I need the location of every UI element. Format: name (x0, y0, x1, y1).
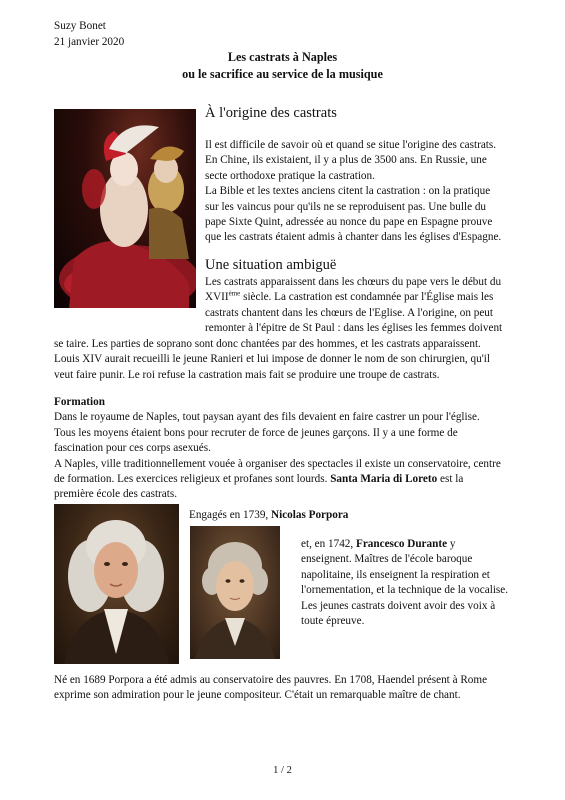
text-line: de formation. Les exercices religieux et profanes sont lourds. Santa Maria di Loreto est la (54, 473, 464, 486)
text-line: exprime son admiration pour le jeune compositeur. C'était un remarquable maître de chant. (54, 689, 461, 702)
text-line: Louis XIV aurait recueilli le jeune Ranieri et lui impose de donner le nom de son chirurgien, qu'il (54, 353, 490, 366)
author-name: Suzy Bonet (54, 20, 106, 32)
document-title (54, 49, 511, 82)
text-line: napolitaine, ils enseignent la respiration et (301, 568, 490, 581)
section-porpora-bio (54, 673, 524, 704)
section-formation (54, 395, 524, 503)
page-number: 1 / 2 (273, 765, 292, 776)
text-line: La Bible et les textes anciens citent la castration : on la pratique (205, 185, 491, 198)
text-line: pape Sixte Quint, adressée au nonce du pape en Espagne prouve (205, 216, 493, 229)
text-line: Dans le royaume de Naples, tout paysan ayant des fils devaient en faire castrer un pour l'église. (54, 411, 480, 424)
text-line: Tous les moyens étaient bons pour recruter de force de jeunes garçons. Il y a une forme de (54, 426, 458, 439)
text-line: veut faire punir. Le roi refuse la castration mais fait se produire une troupe de castrats. (54, 368, 440, 381)
text-line: A Naples, ville traditionnellement vouée à organiser des spectacles il existe un conservatoire, centre (54, 457, 501, 470)
section-origins-text (205, 138, 525, 246)
section-ambiguous-text-full (54, 337, 524, 383)
text-line: toute épreuve. (301, 615, 365, 628)
text-line: et, en 1742, Francesco Durante y (301, 538, 456, 550)
text-line: fascination pour ces corps asexués. (54, 442, 211, 455)
text-line: sur les vaincus pour qu'ils ne se reproduisent pas. Une bulle du (205, 200, 487, 213)
text-line: première école des castrats. (54, 488, 177, 501)
section-teachers-text (301, 537, 526, 629)
engaged-line: Engagés en 1739, Nicolas Porpora (189, 509, 349, 521)
text-line: se taire. Les parties de soprano sont donc chantées par des hommes, et les castrats apparaissent. (54, 338, 481, 350)
text-line: que les castrats étaient admis à chanter dans les églises d'Espagne. (205, 231, 502, 244)
text-line: secte orthodoxe pratique la castration. (205, 169, 375, 182)
text-line: enseignent. Maîtres de l'école baroque (301, 553, 473, 566)
durante-portrait (190, 526, 280, 659)
school-name: Santa Maria di Loreto (330, 473, 438, 486)
section-ambiguous-text-narrow (205, 275, 525, 337)
text-line: En Chine, ils existaient, il y a plus de 3500 ans. En Russie, une (205, 154, 487, 167)
document-date: 21 janvier 2020 (54, 36, 125, 48)
text-line: Les castrats apparaissent dans les chœurs du pape vers le début du (205, 276, 502, 288)
text-line: Les jeunes castrats doivent avoir des voix à (301, 599, 496, 612)
title-line-1: Les castrats à Naples (227, 50, 338, 64)
text-line: XVIIème siècle. La castration est condamnée par l'Église mais les (205, 289, 494, 304)
text-line: Il est difficile de savoir où et quand se situe l'origine des castrats. (205, 139, 497, 151)
title-line-2: ou le sacrifice au service de la musique (182, 66, 383, 81)
text-line: Né en 1689 Porpora a été admis au conservatoire des pauvres. En 1708, Haendel présent à Rome (54, 674, 488, 686)
text-line: castrats chantent dans les chœurs de l'Eglise. A l'origine, on peut (205, 306, 494, 319)
text-line: remonter à l'épitre de St Paul : dans les églises les femmes doivent (205, 322, 503, 335)
porpora-name: Nicolas Porpora (271, 509, 349, 521)
section-heading-formation: Formation (54, 396, 105, 408)
opera-stage-photo (54, 109, 196, 308)
section-heading-ambiguous: Une situation ambiguë (205, 257, 337, 273)
porpora-portrait (54, 504, 179, 664)
text-line: l'ornementation, et la technique de la vocalise. (301, 584, 509, 597)
section-heading-origins: À l'origine des castrats (205, 105, 337, 121)
durante-name: Francesco Durante (356, 538, 448, 550)
